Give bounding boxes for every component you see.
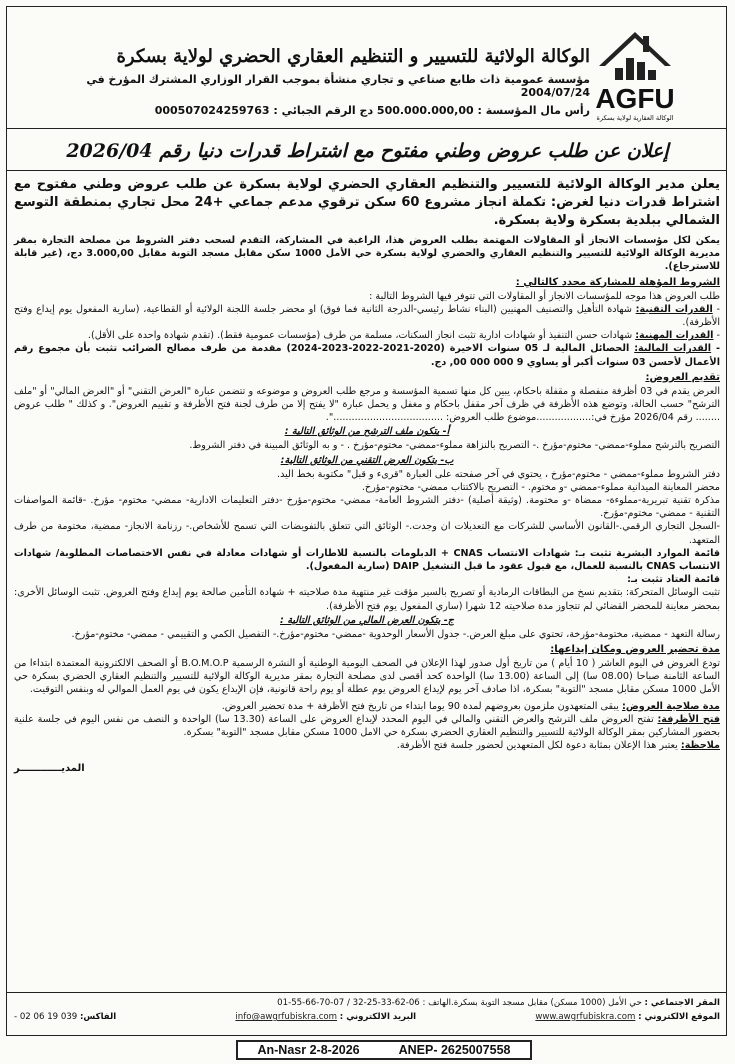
validity-label: مدة صلاحية العروض: xyxy=(621,700,720,712)
address-label: المقر الاجتماعي : xyxy=(644,998,720,1008)
org-capital: رأس مال المؤسسة : 500.000.000,00 دج الرقم الجبائي : 000507024259763 xyxy=(154,104,590,117)
eligibility-item: - القدرات التقنية: شهادة التأهيل والتصنيف المهنيين (البناء نشاط رئيسي-الدرجة الثانية فما فوق) او محضر جلسة اللجنة الولائية أو القطاعية، (سارية المفعول يوم إيداع وفتح الأظرفة). xyxy=(14,303,720,329)
section-eligibility: الشروط المؤهلة للمشاركة محدد كالتالي : xyxy=(515,276,720,288)
footer xyxy=(14,996,720,1024)
candidacy-docs: التصريح بالترشح مملوء-ممضي- مختوم-مؤرخ .- التصريح بالنزاهة مملوء-ممضي- مختوم-مؤرخ . - و به الوثائق المبينة في دفتر الشروط. xyxy=(189,440,720,452)
section-submission: تقديم العروض: xyxy=(645,371,720,383)
item-label: القدرات المهنية: xyxy=(635,330,714,342)
publication-stamp xyxy=(236,1040,532,1060)
agfu-logo-icon xyxy=(585,14,685,124)
note-paragraph xyxy=(14,739,720,752)
deadline-paragraph: تودع العروض في اليوم العاشر ( 10 أيام ) من تاريخ أول صدور لهذا الإعلان في الصحف اليومية الوطنية أو النشرة الرسمية B.O.M.O.P أو الصحف الالكترونية المعتمدة ابتداءا من الساعة الثامنة صباحا (08.00 سا) إلى الساعة (13.00 سا) الواحدة كحد أقصى لدى مصلحة التجارة بمقر مديرية الوكالة الولائية للتسيير والتنظيم العقاري الحضري بسكرة حي الأمل 1000 مسكن مقابل مسجد "التوبة" بسكرة، اذا صادف آخر يوم لإيداع العروض يوم عطلة أو يوم راحة قانونية، فإن الإيداع يكون في يوم العمل الموالي له وبنفس التوقيت. xyxy=(14,658,721,696)
eligibility-item: - القدرات المالية: الحصائل المالية لـ 05 سنوات الاخيرة (2020-2021-2022-2023-2024) مقدمة من طرف مصالح الضرائب تثبت بأن مجموع رقم الأعمال لأحسن 03 سنوات أكبر أو يساوي 9 000 000 00, دج. xyxy=(14,343,721,368)
logo-text: AGFU xyxy=(595,83,675,114)
opening-paragraph xyxy=(14,713,720,739)
subsection-financial: ج- يتكون العرض المالي من الوثائق التالية : xyxy=(280,614,454,626)
validity-text: يبقى المتعهدون ملزمون بعروضهم لمدة 90 يوما ابتداء من تاريخ فتح الأظرفة + مدة تحضير العروض. xyxy=(221,700,619,712)
divider xyxy=(6,170,727,171)
subsection-technical: ب- يتكون العرض التقني من الوثائق التالية: xyxy=(280,454,454,466)
website-link[interactable]: www.awgrfubiskra.com xyxy=(535,1012,636,1022)
technical-doc: تثبت الوسائل المتحركة: بتقديم نسخ من البطاقات الرمادية أو تصريح بالسير مؤقت غير منتهية مدة صلاحيته + شهادة التأمين صالحة يوم إيداع وفتح العروض. تثبت الوسائل الأخرى: بمحضر معاينة للمحضر القضائي لم تتجاوز مدة صلاحيته 12 شهرا (ساري المفعول يوم فتح الأظرفة). xyxy=(14,587,720,612)
item-text: الحصائل المالية لـ 05 سنوات الاخيرة (2020-2021-2022-2023-2024) مقدمة من طرف مصالح الضرائب تثبت بأن مجموع رقم الأعمال لأحسن 03 سنوات أكبر أو يساوي 9 000 000 00, دج. xyxy=(14,343,720,368)
footer-fax xyxy=(14,1010,116,1024)
address-text: حي الأمل (1000 مسكن) مقابل مسجد التوبة بسكرة.الهاتف : xyxy=(422,998,642,1008)
eligibility-item: - القدرات المهنية: شهادات حسن التنفيذ أو شهادات ادارية تثبت انجاز السكنات، مسلمة من طرف (مؤسسات عمومية فقط). (تقدم شهادة واحدة على الأقل). xyxy=(87,330,720,342)
note-label: ملاحظة: xyxy=(680,740,720,752)
fax-number: 039 19 06 02 - xyxy=(14,1012,78,1022)
technical-doc: قائمة العتاد تثبت بـ: xyxy=(627,574,720,586)
technical-doc: مذكرة تقنية تبريرية-مملوءة- ممضاة -و مختومة. (وثيقة أصلية) -دفتر الشروط العامة- ممضي- مختوم-مؤرخ -دفتر التعليمات الادارية- ممضي- مختوم- مؤرخ. -قائمة المواصفات التقنية - ممضي- مختوم-مؤرخ. xyxy=(14,495,720,520)
withdrawal-paragraph: يمكن لكل مؤسسات الانجاز أو المقاولات المهتمة بطلب العروض هذا، الراغبة في المشاركة، التقدم لسحب دفتر الشروط من مصلحة التجارة بمقر مديرية الوكالة الولائية للتسيير والتنظيم العقاري والحضري لولاية بسكرة حي الأمل 1000 سكن مقابل مسجد التوبة مقابل 3.000,00 دج، (غير قابلة للاسترجاع). xyxy=(14,235,721,273)
email-link[interactable]: info@awgrfubiskra.com xyxy=(235,1012,338,1022)
logo-caption: الوكالة العقارية لولاية بسكرة xyxy=(596,114,674,122)
footer-address xyxy=(277,996,720,1010)
announcement-body xyxy=(14,176,720,774)
section-deadline: مدة تحضير العروض ومكان إيداعها: xyxy=(550,644,720,656)
mail-label: البريد الالكتروني : xyxy=(339,1012,417,1022)
footer-web xyxy=(535,1010,720,1024)
fax-label: الفاكس: xyxy=(80,1012,117,1022)
item-label: القدرات المالية: xyxy=(634,343,712,355)
technical-doc: محضر المعاينة الميدانية مملوء-ممضي -و مختوم. - التصريح بالاكتتاب ممضي- مختوم-مؤرخ. xyxy=(361,481,720,493)
submission-paragraph: العرض يقدم في 03 أظرفة منفصلة و مقفلة باحكام، يبين كل منها تسمية المؤسسة و مرجع طلب العروض و موضوعه و تتضمن عبارة "العرض التقني" أو "العرض المالي" أو "ملف الترشح" حسب الحالة، وتوضع هذه الأظرفة في ظرف آخر مقفل باحكام و مغفل و يحمل عبارة "لا يفتح إلا من طرف لجنة فتح الأظرفة و تقييم العروض". و كذلك " طلب عروض ........ رقم 2026/04 مؤرخ في:..................موضوع طلب العروض: ....................................". xyxy=(14,385,720,424)
technical-doc: دفتر الشروط مملوء-ممضي - مختوم-مؤرخ ، يحتوي في آخر صفحته على العبارة "قرىء و قبل" مكتوبة بخط اليد. xyxy=(277,468,720,480)
technical-doc: -السجل التجاري الرقمي.-القانون الأساسي للشركات مع التعديلات ان وجدت.- الوثائق التي تتعلق بالتفويضات التي تسمح للأشخاص.- رزنامة الانجاز- ممضية، مختومة من طرف المتعهد. xyxy=(14,521,720,546)
opening-label: فتح الأظرفة: xyxy=(657,713,720,725)
technical-doc: قائمة الموارد البشرية تثبت بـ: شهادات الانتساب CNAS + الدبلومات بالنسبة للاطارات أو شهادات معادلة في نفس الاختصاصات المطلوبة/ شهادات الانتساب CNAS بالنسبة للعمال، مع قبول عقود ما قبل التشغيل DAIP (سارية المفعول). xyxy=(14,547,720,573)
org-name: الوكالة الولائية للتسيير و التنظيم العقاري الحضري لولاية بسكرة xyxy=(116,46,590,67)
opening-text: تفتح العروض ملف الترشح والعرض التقني والمالي في اليوم المحدد لإيداع العروض على الساعة (13.30 سا) الواحدة و النصف من نفس اليوم في جلسة علنية بحضور المشاركين بمقر الوكالة الولائية للتسيير والتنظيم العقاري الحضري بسكرة حي الامل 1000 مسكن مقابل مسجد "التوبة" بسكرة. xyxy=(14,713,720,739)
footer-row xyxy=(14,1010,720,1024)
lead-paragraph: يعلن مدير الوكالة الولائية للتسيير والتنظيم العقاري الحضري لولاية بسكرة عن طلب عروض وطني مفتوح مع اشتراط قدرات دنيا لغرض: تكملة انجاز مشروع 60 سكن ترقوي مدعم جماعي +24 محل تجاري بمنطقة التوسع الشمالي ببلدية بسكرة ولاية بسكرة. xyxy=(14,177,720,228)
phone-numbers: 06-62-33-25-32 / 07-70-66-55-01 xyxy=(277,998,420,1008)
web-label: الموقع الالكتروني : xyxy=(638,1012,720,1022)
subsection-candidacy: أ- يتكون ملف الترشح من الوثائق التالية : xyxy=(284,426,450,438)
footer-row xyxy=(14,996,720,1010)
item-text: شهادات حسن التنفيذ أو شهادات ادارية تثبت انجاز السكنات، مسلمة من طرف (مؤسسات عمومية فقط). (تقدم شهادة واحدة على الأقل). xyxy=(87,330,633,342)
divider xyxy=(6,992,727,993)
divider xyxy=(6,128,727,129)
item-label: القدرات التقنية: xyxy=(635,303,713,315)
header xyxy=(10,10,725,130)
footer-mail xyxy=(235,1010,416,1024)
newspaper-date: An-Nasr 2-8-2026 xyxy=(257,1043,360,1057)
org-legal-basis: مؤسسة عمومية ذات طابع صناعي و تجاري منشأة بموجب القرار الوزاري المشترك المؤرخ في 2004/07/24 xyxy=(86,73,590,99)
item-text: شهادة التأهيل والتصنيف المهنيين (البناء نشاط رئيسي-الدرجة الثانية فما فوق) او محضر جلسة اللجنة الولائية أو القطاعية، (سارية المفعول يوم إيداع وفتح الأظرفة). xyxy=(14,303,720,329)
validity-paragraph xyxy=(14,700,720,713)
eligibility-intro: طلب العروض هذا موجه للمؤسسات الانجاز أو المقاولات التي تتوفر فيها الشروط التالية : xyxy=(369,290,720,302)
org-info xyxy=(18,46,590,122)
anep-reference: ANEP- 2625007558 xyxy=(398,1043,511,1057)
announcement-title: إعلان عن طلب عروض وطني مفتوح مع اشتراط قدرات دنيا رقم 2026/04 xyxy=(66,140,669,162)
director-signature: المديــــــــــــر xyxy=(14,762,85,774)
financial-docs: رسالة التعهد - ممضية، مختومة-مؤرخة، تحتوي على مبلغ العرض.- جدول الأسعار الوحدوية -ممضي- مختوم-مؤرخ.- التفصيل الكمي و التقييمي - ممضي- مختوم-مؤرخ. xyxy=(71,628,720,640)
note-text: يعتبر هذا الإعلان بمثابة دعوة لكل المتعهدين لحضور جلسة فتح الأظرفة. xyxy=(396,740,678,752)
